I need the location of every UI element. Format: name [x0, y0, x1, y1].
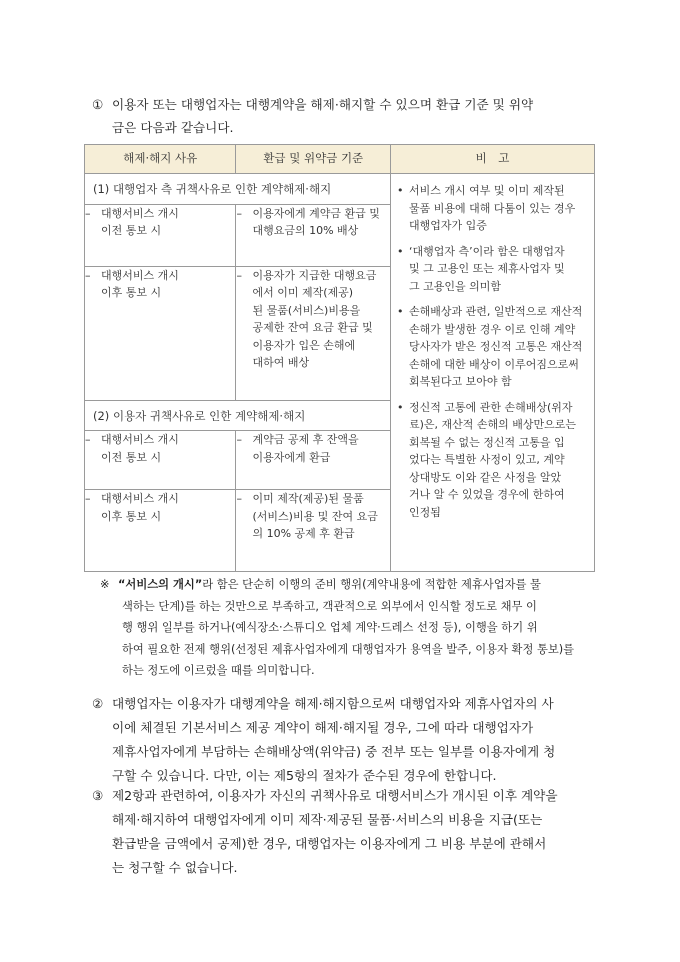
paragraph-3	[92, 784, 600, 880]
paragraph-line: 이에 체결된 기본서비스 제공 계약이 해제·해지될 경우, 그에 따라 대행업자가	[112, 720, 534, 735]
intro-number: ①	[92, 97, 104, 112]
paragraph-2-number: ②	[92, 696, 104, 711]
note-term: “서비스의 개시”	[118, 578, 203, 591]
note-line: 행 행위 일부를 하거나(예식장소·스튜디오 업체 계약·드레스 선정 등), 이행을 하기 위	[122, 621, 538, 634]
paragraph-2	[92, 692, 600, 788]
remarks-cell	[391, 174, 595, 572]
bullet-icon: •	[397, 184, 404, 197]
paragraph-3-number: ③	[92, 788, 104, 803]
refund-cell: – 이용자가 지급한 대행요금 에서 이미 제작(제공) 된 물품(서비스)비용을 공제한 잔여 요금 환급 및 이용자가 입은 손해에 대하여 배상	[236, 266, 391, 400]
intro-line: 금은 다음과 같습니다.	[112, 120, 234, 135]
section1-title: (1) 대행업자 측 귀책사유로 인한 계약해제·해지	[85, 174, 391, 205]
paragraph-line: 대행업자는 이용자가 대행계약을 해제·해지함으로써 대행업자와 제휴사업자의 사	[112, 696, 554, 711]
header-reason: 해제·해지 사유	[85, 145, 236, 174]
remark-item: • 손해배상과 관련, 일반적으로 재산적 손해가 발생한 경우 이로 인해 계약 당사자가 받은 정신적 고통은 재산적 손해에 대한 배상이 이루어짐으로써 회복된다고 보아야 함	[397, 303, 588, 391]
header-refund: 환급 및 위약금 기준	[236, 145, 391, 174]
service-start-note	[100, 574, 610, 682]
remark-item: • 서비스 개시 여부 및 이미 제작된 물품 비용에 대해 다툼이 있는 경우 대행업자가 입증	[397, 182, 588, 235]
remark-item: • 정신적 고통에 관한 손해배상(위자 료)은, 재산적 손해의 배상만으로는 회복될 수 없는 정신적 고통을 입 었다는 특별한 사정이 있고, 계약 상대방도 이와 같은 사정을 알았 거나 알 수 있었을 경우에 한하여 인정됨	[397, 399, 588, 522]
note-mark: ※	[100, 578, 110, 591]
remark-item: • ‘대행업자 측’이라 함은 대행업자 및 그 고용인 또는 제휴사업자 및 그 고용인을 의미함	[397, 243, 588, 296]
paragraph-line: 구할 수 있습니다. 다만, 이는 제5항의 절차가 준수된 경우에 한합니다.	[112, 768, 497, 783]
note-line: 하는 정도에 이르렀을 때를 의미합니다.	[122, 664, 315, 677]
paragraph-line: 해제·해지하여 대행업자에게 이미 제작·제공된 물품·서비스의 비용을 지급(또는	[112, 812, 543, 827]
bullet-icon: •	[397, 244, 404, 258]
section2-title: (2) 이용자 귀책사유로 인한 계약해제·해지	[85, 400, 391, 431]
paragraph-line: 제2항과 관련하여, 이용자가 자신의 귀책사유로 대행서비스가 개시된 이후 계약을	[112, 788, 558, 803]
intro-paragraph	[92, 93, 600, 139]
note-line: 라 함은 단순히 이행의 준비 행위(계약내용에 적합한 제휴사업자를 물	[202, 578, 541, 591]
bullet-icon: •	[397, 400, 404, 414]
note-line: 하여 필요한 전제 행위(선정된 제휴사업자에게 대행업자가 용역을 발주, 이용자 확정 통보)를	[122, 642, 575, 656]
reason-cell: – 대행서비스 개시 이후 통보 시	[85, 266, 236, 400]
refund-cell: – 이미 제작(제공)된 물품 (서비스)비용 및 잔여 요금 의 10% 공제 후 환급	[236, 490, 391, 572]
paragraph-line: 는 청구할 수 없습니다.	[112, 860, 238, 875]
refund-cell: – 이용자에게 계약금 환급 및 대행요금의 10% 배상	[236, 204, 391, 266]
reason-cell: – 대행서비스 개시 이전 통보 시	[85, 431, 236, 490]
paragraph-line: 환급받을 금액에서 공제)한 경우, 대행업자는 이용자에게 그 비용 부분에 관해서	[112, 836, 547, 851]
reason-cell: – 대행서비스 개시 이전 통보 시	[85, 204, 236, 266]
intro-line: 이용자 또는 대행업자는 대행계약을 해제·해지할 수 있으며 환급 기준 및 위약	[112, 97, 534, 112]
bullet-icon: •	[397, 305, 404, 318]
note-line: 색하는 단계)를 하는 것만으로 부족하고, 객관적으로 외부에서 인식할 정도로 채무 이	[122, 599, 537, 613]
paragraph-line: 제휴사업자에게 부담하는 손해배상액(위약금) 중 전부 또는 일부를 이용자에게 청	[112, 744, 556, 759]
header-remarks: 비 고	[391, 145, 595, 174]
refund-table	[84, 144, 595, 572]
refund-cell: – 계약금 공제 후 잔액을 이용자에게 환급	[236, 431, 391, 490]
reason-cell: – 대행서비스 개시 이후 통보 시	[85, 490, 236, 572]
